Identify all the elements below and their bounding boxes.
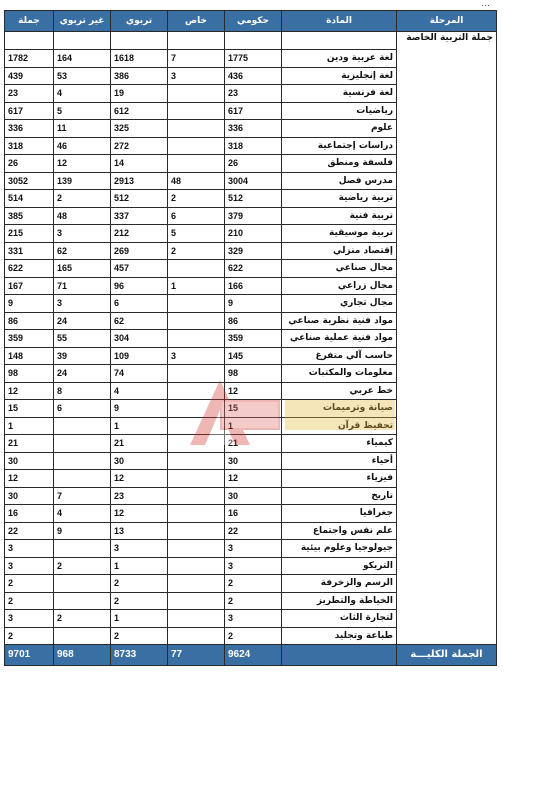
- cell-private: [168, 400, 225, 418]
- cell-non-edu: 164: [54, 50, 111, 68]
- cell-subject: أحياء: [282, 452, 397, 470]
- cell-private: 6: [168, 207, 225, 225]
- cell-private: [168, 137, 225, 155]
- spacer-cell: [54, 32, 111, 50]
- cell-total: 30: [5, 452, 54, 470]
- cell-total: 16: [5, 505, 54, 523]
- cell-gov: 9: [225, 295, 282, 313]
- cell-non-edu: 48: [54, 207, 111, 225]
- cell-edu: 4: [111, 382, 168, 400]
- cell-subject: إقتصاد منزلي: [282, 242, 397, 260]
- cell-private: [168, 470, 225, 488]
- cell-total: 318: [5, 137, 54, 155]
- cell-subject: كيمياء: [282, 435, 397, 453]
- cell-edu: 2913: [111, 172, 168, 190]
- cell-edu: 23: [111, 487, 168, 505]
- cell-private: [168, 610, 225, 628]
- cell-edu: 2: [111, 627, 168, 645]
- cell-edu: 512: [111, 190, 168, 208]
- cell-gov: 22: [225, 522, 282, 540]
- cell-edu: 2: [111, 575, 168, 593]
- cell-non-edu: [54, 540, 111, 558]
- cell-private: [168, 592, 225, 610]
- cell-private: [168, 540, 225, 558]
- cell-subject: علوم: [282, 120, 397, 138]
- cell-total: 3: [5, 557, 54, 575]
- cell-subject: طباعة وتجليد: [282, 627, 397, 645]
- cell-private: [168, 417, 225, 435]
- spacer-cell: [225, 32, 282, 50]
- cell-non-edu: 24: [54, 365, 111, 383]
- cell-non-edu: 2: [54, 557, 111, 575]
- cell-edu: 1: [111, 417, 168, 435]
- cell-private: [168, 102, 225, 120]
- cell-non-edu: [54, 435, 111, 453]
- cell-total: 167: [5, 277, 54, 295]
- cell-edu: 1: [111, 610, 168, 628]
- cell-total: 21: [5, 435, 54, 453]
- cell-gov: 30: [225, 487, 282, 505]
- cell-private: 7: [168, 50, 225, 68]
- cell-private: 2: [168, 242, 225, 260]
- cell-non-edu: 7: [54, 487, 111, 505]
- cell-private: 3: [168, 347, 225, 365]
- top-note: ...: [481, 0, 490, 8]
- cell-non-edu: 4: [54, 505, 111, 523]
- cell-private: [168, 487, 225, 505]
- cell-subject: لغة فرنسية: [282, 85, 397, 103]
- cell-total: 439: [5, 67, 54, 85]
- cell-non-edu: 9: [54, 522, 111, 540]
- cell-non-edu: 12: [54, 155, 111, 173]
- cell-gov: 379: [225, 207, 282, 225]
- cell-edu: 12: [111, 505, 168, 523]
- cell-private: [168, 330, 225, 348]
- cell-non-edu: [54, 575, 111, 593]
- cell-private: [168, 365, 225, 383]
- header-total: جملة: [5, 11, 54, 32]
- cell-gov: 98: [225, 365, 282, 383]
- cell-gov: 166: [225, 277, 282, 295]
- cell-private: [168, 505, 225, 523]
- cell-private: 1: [168, 277, 225, 295]
- cell-private: [168, 435, 225, 453]
- cell-total: 331: [5, 242, 54, 260]
- cell-gov: 436: [225, 67, 282, 85]
- cell-subject: صيانة وترميمات: [282, 400, 397, 418]
- total-private: 77: [168, 645, 225, 666]
- cell-gov: 12: [225, 382, 282, 400]
- spacer-cell: [111, 32, 168, 50]
- cell-total: 1782: [5, 50, 54, 68]
- cell-gov: 359: [225, 330, 282, 348]
- cell-edu: 325: [111, 120, 168, 138]
- spacer-cell: [168, 32, 225, 50]
- total-subject-empty: [282, 645, 397, 666]
- cell-gov: 2: [225, 575, 282, 593]
- cell-subject: الخياطة والتطريز: [282, 592, 397, 610]
- cell-subject: تاريخ: [282, 487, 397, 505]
- header-stage: المرحلة: [397, 11, 497, 32]
- spacer-cell: [5, 32, 54, 50]
- cell-total: 86: [5, 312, 54, 330]
- cell-non-edu: 62: [54, 242, 111, 260]
- cell-edu: 2: [111, 592, 168, 610]
- cell-edu: 3: [111, 540, 168, 558]
- cell-edu: 21: [111, 435, 168, 453]
- cell-subject: لغة إنجليزية: [282, 67, 397, 85]
- cell-non-edu: 55: [54, 330, 111, 348]
- cell-gov: 15: [225, 400, 282, 418]
- cell-total: 12: [5, 382, 54, 400]
- cell-gov: 3004: [225, 172, 282, 190]
- cell-total: 215: [5, 225, 54, 243]
- cell-gov: 23: [225, 85, 282, 103]
- cell-subject: جغرافيا: [282, 505, 397, 523]
- cell-gov: 329: [225, 242, 282, 260]
- totals-row: [5, 645, 497, 666]
- cell-subject: فيزياء: [282, 470, 397, 488]
- cell-total: 3: [5, 610, 54, 628]
- cell-gov: 1: [225, 417, 282, 435]
- cell-subject: تربية رياضية: [282, 190, 397, 208]
- cell-gov: 12: [225, 470, 282, 488]
- cell-edu: 304: [111, 330, 168, 348]
- cell-subject: فلسفة ومنطق: [282, 155, 397, 173]
- cell-non-edu: 2: [54, 190, 111, 208]
- cell-gov: 336: [225, 120, 282, 138]
- cell-private: [168, 85, 225, 103]
- cell-subject: خط عربي: [282, 382, 397, 400]
- cell-edu: 62: [111, 312, 168, 330]
- cell-private: [168, 452, 225, 470]
- header-row: [5, 11, 497, 32]
- cell-non-edu: 3: [54, 295, 111, 313]
- cell-gov: 2: [225, 592, 282, 610]
- cell-total: 98: [5, 365, 54, 383]
- total-total: 9701: [5, 645, 54, 666]
- cell-total: 3052: [5, 172, 54, 190]
- table-body: [5, 32, 497, 666]
- cell-private: [168, 522, 225, 540]
- spacer-row: [5, 32, 497, 50]
- cell-edu: 12: [111, 470, 168, 488]
- header-non-edu: غير تربوي: [54, 11, 111, 32]
- cell-gov: 318: [225, 137, 282, 155]
- cell-edu: 9: [111, 400, 168, 418]
- cell-subject: الرسم والزخرفة: [282, 575, 397, 593]
- cell-subject: علم نفس واجتماع: [282, 522, 397, 540]
- cell-total: 2: [5, 627, 54, 645]
- cell-private: [168, 260, 225, 278]
- cell-gov: 3: [225, 557, 282, 575]
- cell-edu: 14: [111, 155, 168, 173]
- cell-edu: 269: [111, 242, 168, 260]
- cell-non-edu: [54, 452, 111, 470]
- cell-total: 359: [5, 330, 54, 348]
- total-edu: 8733: [111, 645, 168, 666]
- cell-total: 23: [5, 85, 54, 103]
- cell-total: 336: [5, 120, 54, 138]
- cell-non-edu: [54, 592, 111, 610]
- cell-non-edu: 2: [54, 610, 111, 628]
- cell-total: 3: [5, 540, 54, 558]
- cell-edu: 1618: [111, 50, 168, 68]
- cell-non-edu: 4: [54, 85, 111, 103]
- cell-subject: دراسات إجتماعية: [282, 137, 397, 155]
- cell-non-edu: 39: [54, 347, 111, 365]
- cell-private: 48: [168, 172, 225, 190]
- cell-edu: 30: [111, 452, 168, 470]
- cell-edu: 457: [111, 260, 168, 278]
- cell-gov: 210: [225, 225, 282, 243]
- cell-edu: 272: [111, 137, 168, 155]
- cell-private: 5: [168, 225, 225, 243]
- cell-private: [168, 575, 225, 593]
- cell-total: 514: [5, 190, 54, 208]
- cell-edu: 1: [111, 557, 168, 575]
- cell-subject: مجال صناعي: [282, 260, 397, 278]
- total-label: الجملة الكليـــة: [397, 645, 497, 666]
- cell-gov: 3: [225, 540, 282, 558]
- cell-private: [168, 382, 225, 400]
- cell-non-edu: [54, 627, 111, 645]
- cell-subject: مواد فنية عملية صناعي: [282, 330, 397, 348]
- spacer-cell: [282, 32, 397, 50]
- cell-edu: 212: [111, 225, 168, 243]
- cell-subject: مجال تجاري: [282, 295, 397, 313]
- cell-subject: مجال زراعي: [282, 277, 397, 295]
- cell-gov: 512: [225, 190, 282, 208]
- cell-edu: 612: [111, 102, 168, 120]
- cell-total: 2: [5, 592, 54, 610]
- cell-non-edu: 53: [54, 67, 111, 85]
- cell-gov: 2: [225, 627, 282, 645]
- cell-edu: 74: [111, 365, 168, 383]
- cell-subject: لتجارة الثاث: [282, 610, 397, 628]
- cell-gov: 145: [225, 347, 282, 365]
- stage-label: جملة التربية الخاصة: [397, 32, 497, 645]
- cell-total: 15: [5, 400, 54, 418]
- cell-private: 2: [168, 190, 225, 208]
- cell-gov: 622: [225, 260, 282, 278]
- cell-gov: 86: [225, 312, 282, 330]
- cell-edu: 6: [111, 295, 168, 313]
- cell-subject: لغة عربية ودين: [282, 50, 397, 68]
- cell-private: [168, 120, 225, 138]
- cell-total: 617: [5, 102, 54, 120]
- cell-private: [168, 312, 225, 330]
- cell-edu: 109: [111, 347, 168, 365]
- cell-edu: 386: [111, 67, 168, 85]
- cell-gov: 1775: [225, 50, 282, 68]
- cell-non-edu: 11: [54, 120, 111, 138]
- cell-total: 2: [5, 575, 54, 593]
- cell-private: [168, 557, 225, 575]
- total-non-edu: 968: [54, 645, 111, 666]
- cell-total: 1: [5, 417, 54, 435]
- cell-subject: تحفيظ قرآن: [282, 417, 397, 435]
- cell-subject: تربية موسيقية: [282, 225, 397, 243]
- cell-gov: 3: [225, 610, 282, 628]
- header-private: خاص: [168, 11, 225, 32]
- cell-non-edu: 71: [54, 277, 111, 295]
- cell-total: 385: [5, 207, 54, 225]
- cell-non-edu: 5: [54, 102, 111, 120]
- cell-subject: تربية فنية: [282, 207, 397, 225]
- cell-edu: 19: [111, 85, 168, 103]
- cell-non-edu: 139: [54, 172, 111, 190]
- cell-non-edu: 46: [54, 137, 111, 155]
- cell-gov: 21: [225, 435, 282, 453]
- cell-total: 26: [5, 155, 54, 173]
- cell-subject: حاسب آلي متفرغ: [282, 347, 397, 365]
- cell-non-edu: [54, 417, 111, 435]
- cell-edu: 96: [111, 277, 168, 295]
- teachers-table: [4, 10, 497, 666]
- cell-subject: مواد فنية نظرية صناعي: [282, 312, 397, 330]
- cell-total: 12: [5, 470, 54, 488]
- cell-private: 3: [168, 67, 225, 85]
- cell-private: [168, 627, 225, 645]
- cell-subject: رياضيات: [282, 102, 397, 120]
- cell-non-edu: 24: [54, 312, 111, 330]
- cell-gov: 26: [225, 155, 282, 173]
- cell-total: 148: [5, 347, 54, 365]
- cell-total: 30: [5, 487, 54, 505]
- header-edu: تربوي: [111, 11, 168, 32]
- cell-gov: 16: [225, 505, 282, 523]
- cell-subject: معلومات والمكتبات: [282, 365, 397, 383]
- cell-non-edu: 165: [54, 260, 111, 278]
- header-gov: حكومي: [225, 11, 282, 32]
- cell-non-edu: 3: [54, 225, 111, 243]
- total-gov: 9624: [225, 645, 282, 666]
- cell-private: [168, 155, 225, 173]
- cell-edu: 13: [111, 522, 168, 540]
- cell-gov: 617: [225, 102, 282, 120]
- cell-private: [168, 295, 225, 313]
- cell-subject: مدرس فصل: [282, 172, 397, 190]
- cell-non-edu: 8: [54, 382, 111, 400]
- cell-edu: 337: [111, 207, 168, 225]
- cell-non-edu: [54, 470, 111, 488]
- cell-non-edu: 6: [54, 400, 111, 418]
- cell-subject: التريكو: [282, 557, 397, 575]
- header-subject: المادة: [282, 11, 397, 32]
- cell-total: 9: [5, 295, 54, 313]
- cell-gov: 30: [225, 452, 282, 470]
- cell-subject: جيولوجيا وعلوم بيئية: [282, 540, 397, 558]
- cell-total: 622: [5, 260, 54, 278]
- cell-total: 22: [5, 522, 54, 540]
